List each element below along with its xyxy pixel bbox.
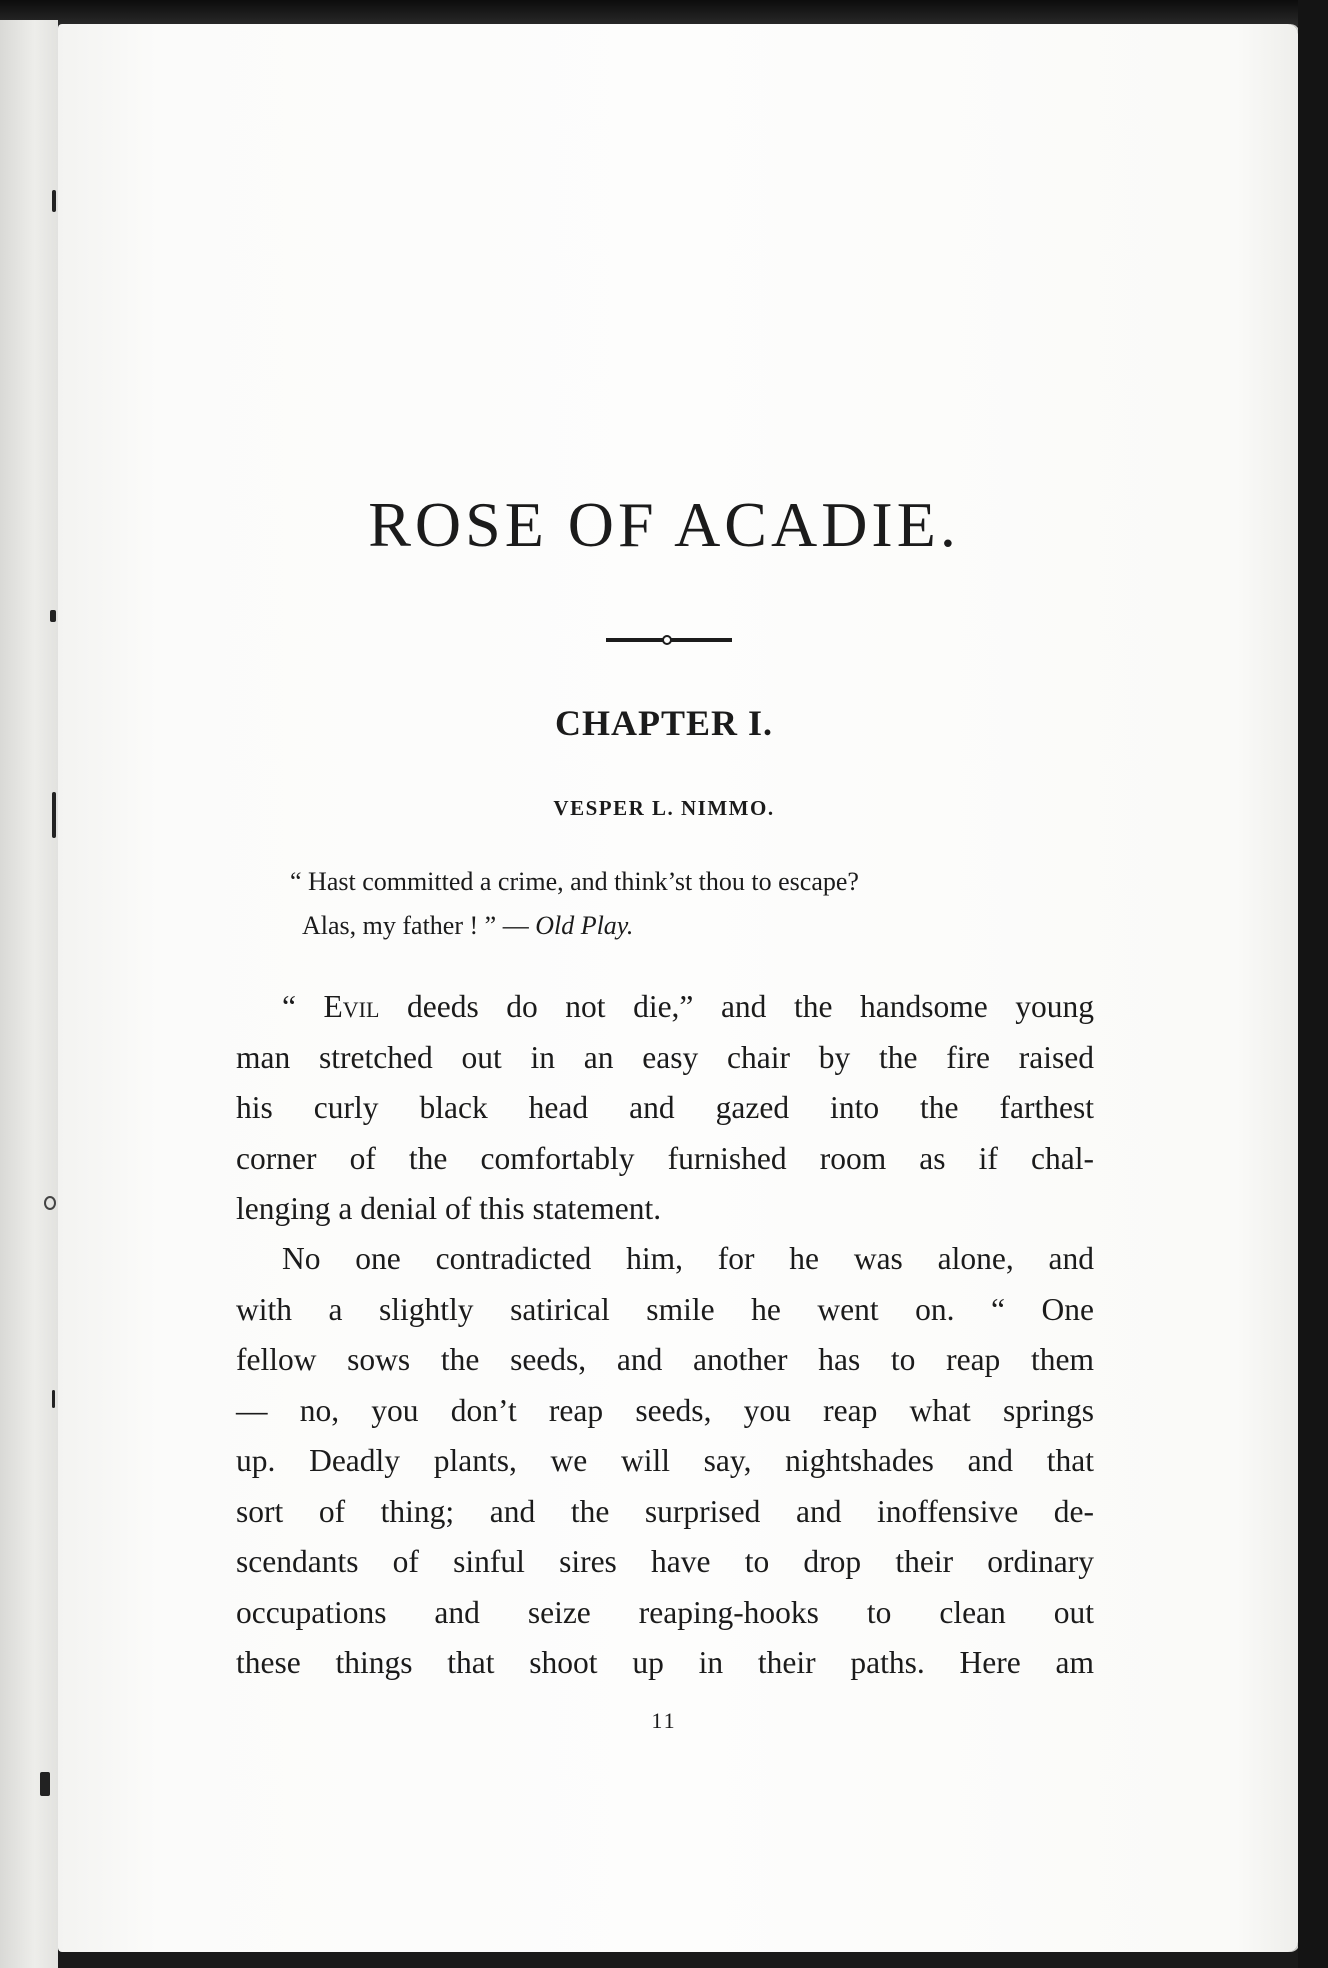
left-page-margin [0, 20, 58, 1968]
chapter-subtitle: VESPER L. NIMMO. [553, 796, 775, 820]
binding-mark [40, 1772, 50, 1796]
page-number: 11 [651, 1708, 677, 1733]
chapter-heading: CHAPTER I. [554, 703, 774, 743]
text-line: up. Deadly plants, we will say, nightshades and that [236, 1443, 1094, 1478]
text-line: these things that shoot up in their paths. Here am [236, 1645, 1094, 1680]
epigraph-line: “ Hast committed a crime, and think’st thou to escape? [290, 867, 859, 896]
binding-mark [50, 610, 56, 622]
text-line: No one contradicted him, for he was alone, and [282, 1241, 1094, 1276]
binding-mark [44, 1196, 56, 1210]
scan-background-top [0, 0, 1328, 26]
text-line [236, 982, 1094, 1033]
binding-mark [52, 1390, 55, 1408]
text-line: sort of thing; and the surprised and inoffensive de- [236, 1493, 1094, 1529]
line-text: deeds do not die,” and the handsome young [379, 989, 1095, 1024]
text-line: with a slightly satirical smile he went on. “ One [236, 1291, 1094, 1327]
ornament-dot [662, 635, 672, 645]
paragraph [236, 1234, 1094, 1689]
paragraph [236, 982, 1094, 1235]
scan-background-right [1298, 0, 1328, 1968]
book-title: ROSE OF ACADIE. [368, 489, 960, 560]
text-line: his curly black head and gazed into the farthest [236, 1090, 1094, 1125]
text-line: scendants of sinful sires have to drop their ordinary [236, 1544, 1094, 1579]
text-line: fellow sows the seeds, and another has to reap them [236, 1342, 1094, 1377]
text-line: man stretched out in an easy chair by the fire raised [236, 1039, 1094, 1075]
epigraph-source: Old Play. [535, 911, 634, 940]
text-line: corner of the comfortably furnished room as if chal- [236, 1140, 1094, 1176]
text-line: — no, you don’t reap seeds, you reap what springs [236, 1392, 1094, 1428]
epigraph [290, 860, 859, 948]
text-line: occupations and seize reaping-hooks to clean out [236, 1594, 1094, 1630]
epigraph-line [290, 904, 859, 948]
binding-mark [52, 190, 56, 212]
epigraph-text: Alas, my father ! ” — [302, 911, 536, 940]
ornamental-rule [606, 638, 732, 642]
open-quote: “ [282, 989, 324, 1024]
drop-word: Evil [323, 989, 380, 1024]
text-line: lenging a denial of this statement. [236, 1191, 662, 1226]
